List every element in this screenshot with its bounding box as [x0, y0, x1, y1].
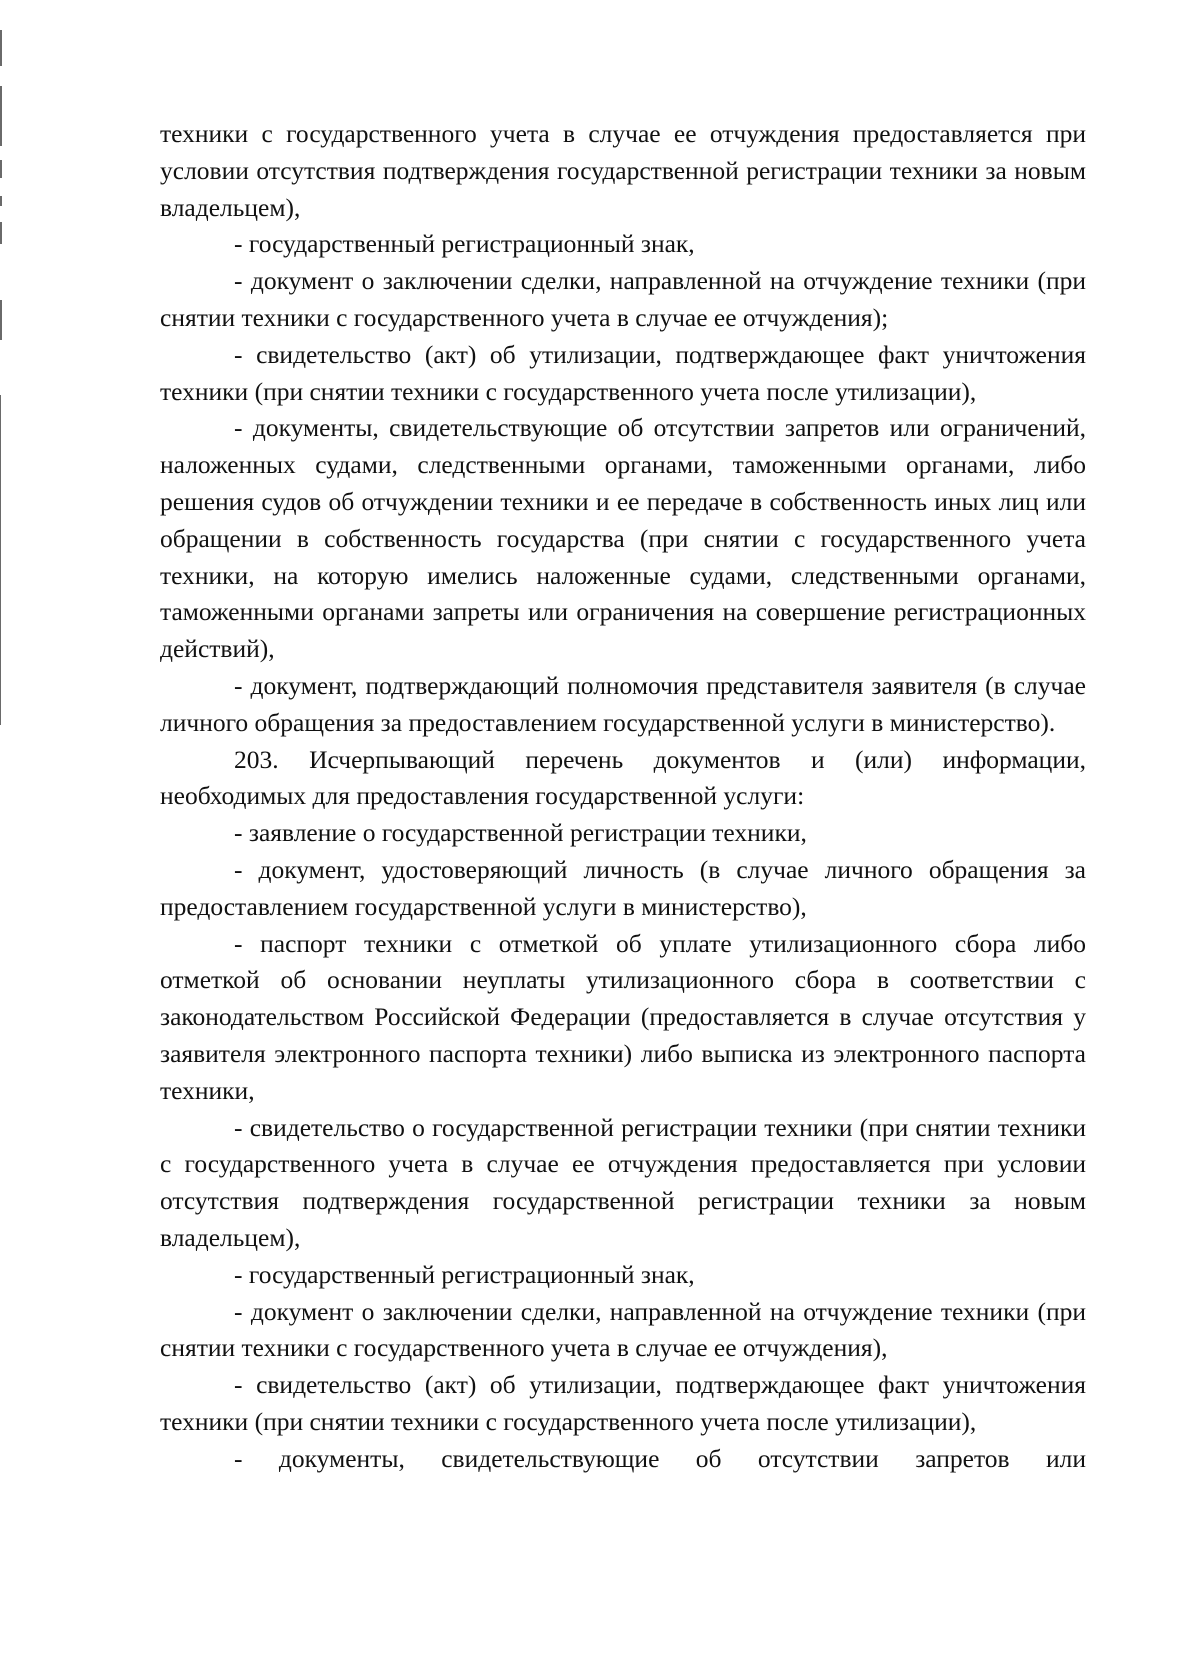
paragraph: - свидетельство (акт) об утилизации, подтверждающее факт уничтожения техники (при снятии техники с государственного учета после утилизации), — [160, 1370, 1086, 1436]
paragraph: - документ, удостоверяющий личность (в случае личного обращения за предоставлением государственной услуги в министерство), — [160, 854, 1086, 921]
paragraph: - государственный регистрационный знак, — [234, 1259, 695, 1289]
paragraph: - государственный регистрационный знак, — [234, 229, 695, 259]
paragraph: - документы, свидетельствующие об отсутствии запретов или ограничений, наложенных судами, следственными органами, таможенными органами, либо решения судов об отчуждении техники и ее передаче в собственность иных лиц или обращении в собственность государства (при снятии с государственного учета техники, на которую имелись наложенные судами, следственными органами, таможенными органами запреты или ограничения на совершение регистрационных действий), — [160, 413, 1086, 664]
paragraph: - свидетельство (акт) об утилизации, подтверждающее факт уничтожения техники (при снятии техники с государственного учета после утилизации), — [160, 339, 1086, 406]
paragraph: - свидетельство о государственной регистрации техники (при снятии техники с государственного учета в случае ее отчуждения предоставляется при условии отсутствия подтверждения государственной регистрации техники за новым владельцем), — [160, 1112, 1086, 1252]
paragraph: - документ, подтверждающий полномочия представителя заявителя (в случае личного обращения за предоставлением государственной услуги в министерство). — [160, 670, 1086, 737]
scan-edge-mark — [0, 86, 2, 146]
paragraph: 203. Исчерпывающий перечень документов и (или) информации, необходимых для предоставления государственной услуги: — [160, 744, 1086, 811]
scan-edge-mark — [0, 160, 2, 178]
scan-edge-mark — [0, 395, 1, 725]
paragraph: - документы, свидетельствующие об отсутствии запретов или — [234, 1443, 1086, 1473]
paragraph: техники с государственного учета в случае ее отчуждения предоставляется при условии отсутствия подтверждения государственной регистрации техники за новым владельцем), — [160, 119, 1086, 222]
document-body — [160, 116, 1086, 1477]
scan-edge-mark — [0, 222, 2, 244]
scan-edge-mark — [0, 196, 2, 206]
paragraph: - документ о заключении сделки, направленной на отчуждение техники (при снятии техники с государственного учета в случае ее отчуждения), — [160, 1296, 1086, 1363]
paragraph: - документ о заключении сделки, направленной на отчуждение техники (при снятии техники с государственного учета в случае ее отчуждения); — [160, 266, 1086, 332]
scan-edge-mark — [0, 300, 2, 340]
scan-edge-mark — [0, 30, 2, 66]
paragraph: - заявление о государственной регистрации техники, — [234, 818, 807, 848]
paragraph: - паспорт техники с отметкой об уплате утилизационного сбора либо отметкой об основании неуплаты утилизационного сбора в соответствии с законодательством Российской Федерации (предоставляется в случае отсутствия у заявителя электронного паспорта техники) либо выписка из электронного паспорта техники, — [160, 928, 1086, 1105]
